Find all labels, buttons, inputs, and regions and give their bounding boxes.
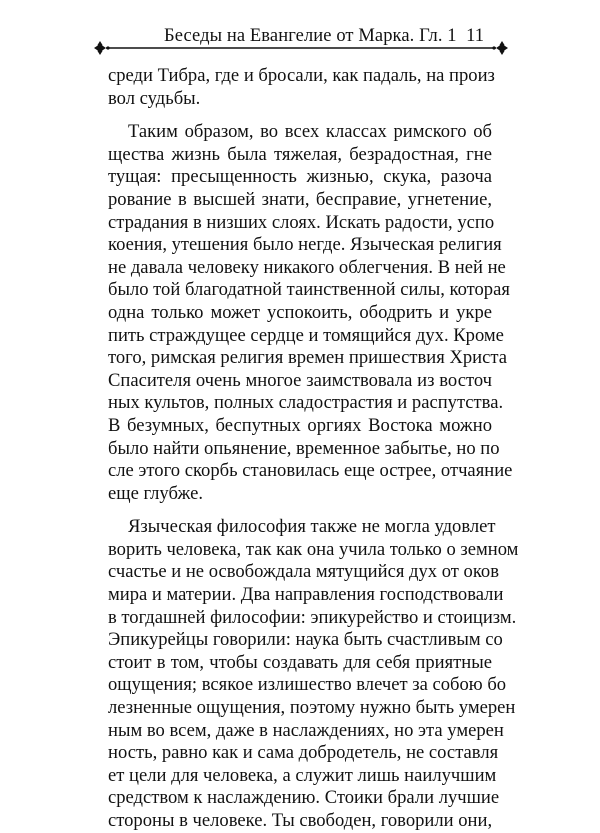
text-line: того, римская религия времен пришествия Христа — [108, 347, 507, 369]
ornamental-header-rule — [92, 38, 510, 58]
paragraph — [108, 121, 513, 505]
text-line: было той благодатной таинственной силы, которая — [108, 279, 510, 301]
text-line: Таким образом, во всех классах римского об — [128, 121, 492, 143]
page-number: 11 — [466, 26, 484, 46]
text-line: коения, утешения было негде. Языческая религия — [108, 234, 502, 256]
text-line: ворить человека, так как она учила только о земном — [108, 538, 519, 560]
text-line: ощущения; всякое излишество влечет за собою бо — [108, 674, 507, 696]
text-line: мира и материи. Два направления господствовали — [108, 584, 504, 606]
text-line: сле этого скорбь становилась еще острее, отчаяние — [108, 460, 513, 482]
text-line: средством к наслаждению. Стоики брали лучшие — [108, 787, 500, 809]
text-line: стоит в том, чтобы создавать для себя приятные — [108, 651, 492, 673]
text-line: стороны в человеке. Ты свободен, говорили они, — [108, 810, 493, 831]
text-line: щества жизнь была тяжелая, безрадостная, гне — [108, 143, 492, 165]
text-line: Языческая философия также не могла удовлет — [128, 516, 496, 538]
text-line: лезненные ощущения, поэтому нужно быть умерен — [108, 697, 516, 719]
text-line: одна только может успокоить, ободрить и укре — [108, 301, 492, 323]
text-line: в тогдашней философии: эпикурейство и стоицизм. — [108, 606, 517, 628]
text-line: В безумных, беспутных оргиях Востока можно — [108, 414, 492, 436]
text-line: еще глубже. — [108, 482, 203, 504]
paragraph — [108, 65, 495, 110]
text-line: рование в высшей знати, бесправие, угнетение, — [108, 188, 492, 210]
paragraph — [108, 516, 519, 832]
text-line: страдания в низших слоях. Искать радости, успо — [108, 211, 495, 233]
text-line: ет цели для человека, а служит лишь наилучшим — [108, 764, 497, 786]
running-title: Беседы на Евангелие от Марка. Гл. 1 — [164, 26, 457, 46]
text-line: Эпикурейцы говорили: наука быть счастливым со — [108, 629, 503, 651]
text-line: ных культов, полных сладострастия и распутства. — [108, 392, 504, 414]
text-line: ность, равно как и сама добродетель, не составля — [108, 742, 499, 764]
text-line: счастье и не освобождала мятущийся дух от оков — [108, 561, 500, 583]
text-line: ным во всем, даже в наслаждениях, но эта умерен — [108, 719, 504, 741]
text-line: пить страждущее сердце и томящийся дух. Кроме — [108, 324, 504, 346]
text-line: Спасителя очень многое заимствовала из восточ — [108, 369, 492, 391]
ornament-rule-icon — [92, 38, 510, 58]
text-line: тущая: пресыщенность жизнью, скука, разоча — [108, 166, 492, 188]
body-text — [108, 65, 519, 833]
text-line: вол судьбы. — [108, 87, 201, 109]
text-line: среди Тибра, где и бросали, как падаль, на произ — [108, 65, 495, 86]
text-line: было найти опьянение, временное забытье, но по — [108, 437, 500, 459]
text-line: не давала человеку никакого облегчения. В ней не — [108, 256, 506, 278]
